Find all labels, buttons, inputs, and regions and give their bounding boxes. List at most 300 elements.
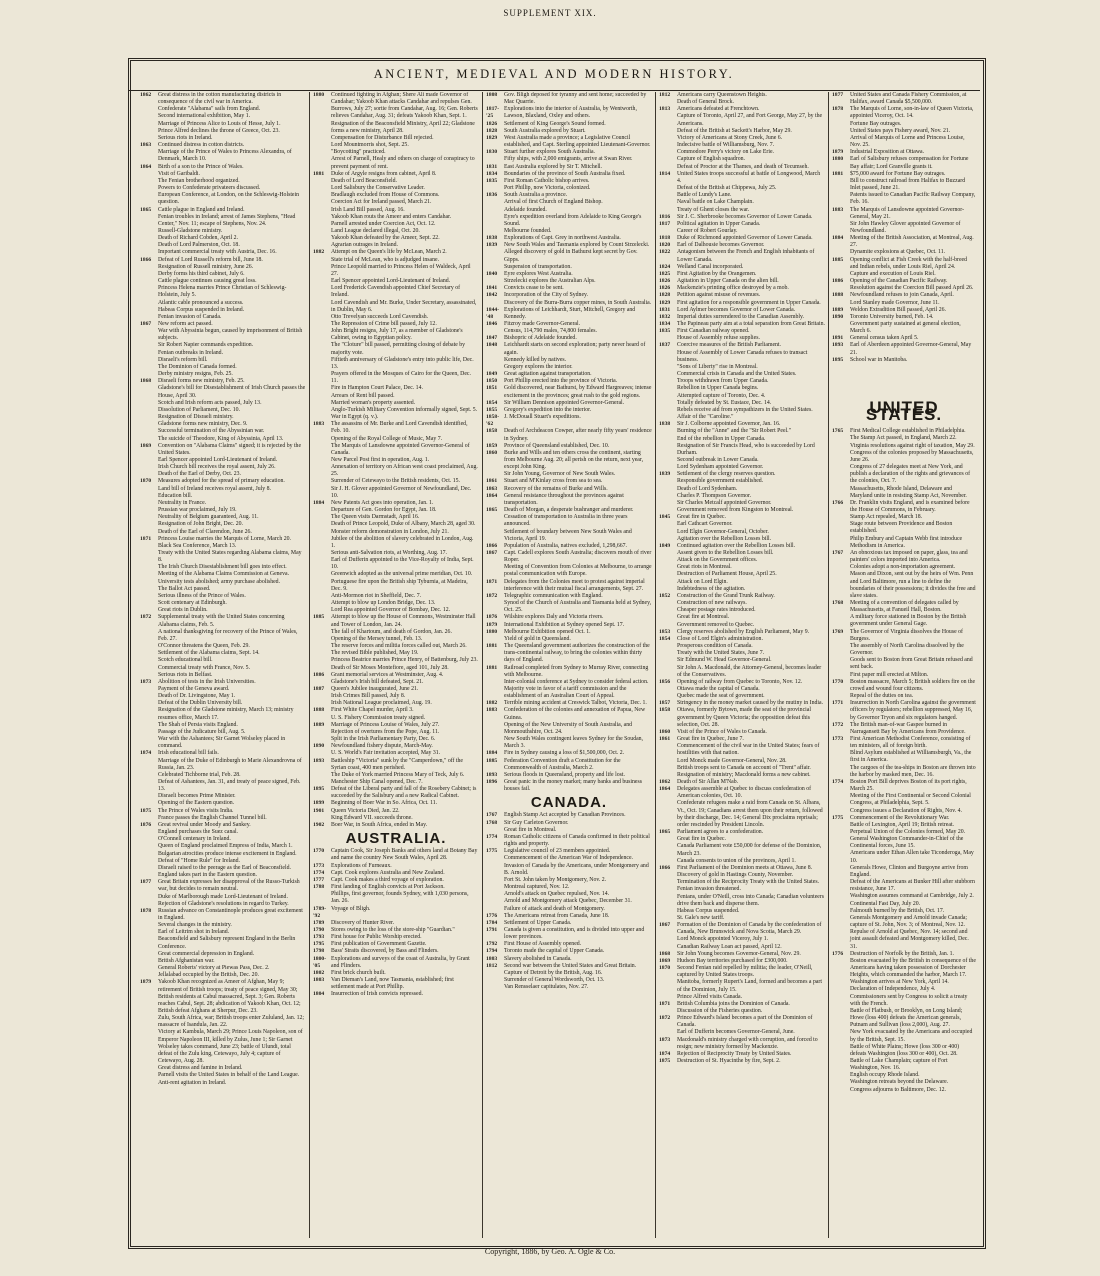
entry-year: [140, 364, 158, 371]
entry-year: 1872: [659, 1015, 671, 1022]
history-entry: [832, 793, 976, 807]
history-entry: [313, 743, 479, 750]
history-entry: [313, 478, 479, 485]
entry-text: Inter-colonial conference at Sydney to consider federal action.: [504, 678, 649, 685]
entry-year: 1867: [659, 922, 671, 929]
history-entry: [659, 292, 825, 299]
entry-text: Defeat of the Liberal party and fall of the Rosebery Cabinet; is succeeded by the Salisbury and a new Radical Cabinet.: [331, 786, 477, 800]
entry-year: [486, 199, 504, 206]
entry-year: [659, 113, 677, 127]
entry-text: Sir William Dennison appointed Governor-General.: [504, 399, 625, 406]
entry-text: First publication of Government Gazette.: [331, 941, 427, 948]
history-entry: [140, 808, 306, 815]
entry-year: [140, 214, 158, 228]
history-entry: [832, 657, 976, 671]
entry-year: 1791: [486, 926, 498, 933]
entry-text: Stage route between Providence and Boston established.: [850, 521, 953, 535]
entry-text: Irish National League proclaimed, Aug. 19.: [331, 700, 432, 707]
entry-text: Settlement of the Alabama claims, Sept. 14.: [158, 650, 260, 657]
history-entry: [313, 171, 479, 178]
entry-year: 1836: [486, 192, 498, 199]
entry-text: Meeting of Convention from Colonies at Melbourne, to arrange postal communication with Europe.: [504, 564, 652, 578]
entry-year: 1854: [486, 399, 498, 406]
entry-text: Discovery of gold in Hastings County, November.: [677, 872, 794, 879]
column-divider: [309, 92, 310, 1238]
entry-year: [140, 686, 158, 693]
entry-year: 1887: [313, 685, 325, 692]
entry-text: Canadian Railway Loan act passed, April 12.: [677, 943, 782, 950]
entry-text: Virginia resolutions against right of taxation, May 29.: [850, 442, 975, 449]
entry-year: 1871: [140, 535, 152, 542]
history-entry: [832, 178, 976, 192]
entry-year: 1857: [659, 700, 671, 707]
history-entry: [659, 643, 825, 650]
entry-year: [140, 421, 158, 428]
entry-year: [140, 278, 158, 285]
history-entry: [486, 963, 652, 970]
history-entry: [313, 636, 479, 643]
entry-text: Death of Sir Moses Montefiore, aged 101, July 28.: [331, 664, 449, 671]
entry-text: Industrial Exposition at Ottawa.: [850, 149, 925, 156]
entry-year: [659, 915, 677, 922]
history-entry: [486, 636, 652, 643]
entry-year: [313, 643, 331, 650]
entry-text: Defeat of Ashantees, Jan. 31, and treaty of peace signed, Feb. 13.: [158, 779, 301, 793]
entry-year: [832, 1058, 850, 1072]
history-entry: [140, 650, 306, 657]
column-divider: [828, 92, 829, 1238]
entry-year: 1869: [140, 442, 152, 449]
history-entry: [832, 314, 976, 321]
entry-year: [832, 958, 850, 979]
entry-text: Newfoundland fishery dispute, March-May.: [331, 743, 433, 750]
entry-year: 1882: [486, 700, 498, 707]
entry-year: [832, 249, 850, 256]
entry-year: [832, 865, 850, 879]
history-entry: [486, 156, 652, 163]
entry-year: [832, 908, 850, 915]
history-entry: [832, 700, 976, 721]
history-entry: [659, 400, 825, 407]
entry-year: [140, 529, 158, 536]
col3-list: [486, 92, 652, 793]
entry-year: [313, 407, 331, 414]
entry-text: O'Connell centenary in Ireland.: [158, 836, 231, 843]
entry-year: [832, 793, 850, 807]
entry-year: [140, 121, 158, 128]
entry-text: Recovery of the remains of Burke and Wills.: [504, 485, 608, 492]
entry-year: 1878: [832, 106, 844, 113]
entry-text: Meeting of a convention of delegates called by Massachusetts, at Fanueil Hall, Boston.: [850, 600, 959, 614]
entry-text: Canada is given a constitution, and is divided into upper and lower provinces.: [504, 926, 645, 941]
history-entry: [140, 593, 306, 600]
entry-year: [313, 228, 331, 235]
entry-year: [832, 893, 850, 900]
entry-year: [832, 614, 850, 628]
entry-year: 1775: [832, 814, 844, 821]
entry-year: [140, 872, 158, 879]
history-entry: [659, 264, 825, 271]
history-entry: [486, 679, 652, 686]
entry-text: John Bright resigns, July 17, as a member of Gladstone's Cabinet, owing to Egyptian policy.: [331, 328, 463, 342]
entry-year: 1795: [313, 941, 325, 948]
history-entry: [486, 722, 652, 736]
entry-year: 1881: [832, 170, 844, 177]
entry-text: Slavery abolished in Canada.: [504, 955, 572, 962]
entry-year: 1814: [659, 170, 671, 177]
entry-text: Several changes in the ministry.: [158, 922, 232, 929]
entry-year: 1841: [486, 285, 498, 292]
entry-year: [659, 1029, 677, 1036]
entry-text: Rejection of Reciprocity Treaty by United States.: [677, 1050, 792, 1057]
entry-text: First Agitation by the Orangemen.: [677, 270, 757, 277]
entry-text: Death of Dr. Livingstone, May 1.: [158, 693, 236, 700]
entry-year: [832, 1008, 850, 1029]
history-entry: [659, 128, 825, 135]
entry-year: 1839: [659, 471, 671, 478]
history-entry: [313, 700, 479, 707]
entry-year: [140, 929, 158, 936]
entry-year: [659, 571, 677, 578]
entry-text: Defeat of the Dublin University bill.: [158, 700, 243, 707]
entry-year: [659, 944, 677, 951]
entry-year: [659, 622, 677, 629]
page-title: ANCIENT, MEDIEVAL AND MODERN HISTORY.: [373, 66, 735, 81]
history-entry: [140, 822, 306, 829]
entry-year: [313, 178, 331, 185]
entry-year: [140, 650, 158, 657]
entry-year: [659, 586, 677, 593]
entry-year: [313, 729, 331, 736]
entry-text: Settlement of the clergy reserves question.: [677, 471, 776, 478]
entry-text: Affair of the "Caroline.": [677, 414, 734, 421]
entry-year: [140, 385, 158, 399]
history-entry: [659, 393, 825, 400]
entry-text: Great fire in Quebec.: [677, 514, 726, 521]
entry-year: [659, 765, 677, 772]
entry-text: Mackenzie's printing office destroyed by a mob.: [677, 285, 789, 292]
entry-year: 1893: [486, 771, 498, 778]
history-entry: [659, 679, 825, 686]
entry-text: Lord Monck made Governor-General, Nov. 28.: [677, 757, 787, 764]
history-entry: [140, 571, 306, 578]
entry-text: Sir J. Colborne appointed Governor, Jan. 16.: [677, 421, 781, 428]
entry-text: Battleship "Victoria" sunk by the "Camperdown," off the Syrian coast, 400 men perished.: [331, 757, 464, 771]
entry-year: 1864: [140, 163, 152, 170]
entry-text: Government removed from Kingston to Montreal.: [677, 507, 794, 514]
entry-text: Disraeli raised to the peerage as the Earl of Beaconsfield.: [158, 864, 291, 871]
entry-year: 1765: [832, 428, 844, 435]
history-entry: [486, 443, 652, 450]
entry-text: Commercial treaty with France, Nov. 5.: [158, 664, 251, 671]
entry-year: 1896: [486, 779, 498, 785]
entry-text: Weldon Extradition Bill passed, April 26.: [850, 306, 946, 313]
history-entry: [313, 672, 479, 679]
history-entry: [486, 984, 652, 991]
history-entry: [486, 135, 652, 149]
entry-text: Disraeli forms new ministry, Feb. 25.: [158, 378, 245, 385]
entry-text: Bill to construct railroad from Halifax to Buzzard Inlet passed, June 21.: [850, 177, 966, 192]
entry-year: 1863: [140, 142, 152, 149]
history-entry: [659, 529, 825, 536]
history-entry: [659, 729, 825, 736]
entry-year: [313, 772, 331, 779]
entry-text: Powers to Confederate privateers discussed.: [158, 185, 261, 192]
entry-year: [313, 214, 331, 221]
entry-text: Dynamite explosions at Quebec, Oct. 11.: [850, 249, 946, 256]
history-entry: [313, 121, 479, 135]
column-2: [313, 92, 479, 1238]
history-entry: [486, 543, 652, 550]
entry-year: 1804: [313, 991, 325, 998]
history-entry: [486, 207, 652, 214]
entry-year: [659, 579, 677, 586]
entry-year: [140, 1015, 158, 1029]
col1-list: [140, 92, 306, 1087]
entry-text: Defeat of the Americans at Bunker Hill after stubborn resistance, June 17.: [850, 879, 975, 893]
entry-text: Rebellion in Upper Canada begins.: [677, 385, 759, 392]
entry-text: Generals Montgomery and Arnold invade Canada; capture of St. John, Nov. 3; of Montreal, Nov. 12. Repulse of Arnold at Quebec, Nov. 14; second and joint assault defeated and Montgomery killed, Dec. 31.: [850, 914, 969, 950]
entry-year: [313, 221, 331, 228]
entry-year: 1885: [486, 757, 498, 764]
entry-year: [313, 464, 331, 478]
entry-text: Land League declared illegal, Oct. 20.: [331, 227, 420, 234]
entry-text: Census, 114,790 males, 74,800 females.: [504, 328, 598, 335]
entry-text: First house for Public Worship erected.: [331, 934, 422, 941]
history-entry: [140, 529, 306, 536]
entry-text: Coercive measures of the British Parliament.: [677, 342, 781, 349]
entry-text: Lord Mountmorris shot, Sept. 25.: [331, 142, 409, 149]
history-entry: [832, 865, 976, 879]
entry-text: Congress issues a Declaration of Rights, Nov. 4.: [850, 807, 963, 814]
history-entry: [832, 321, 976, 335]
entry-text: Population of Australia, natives excluded, 1,298,667.: [504, 542, 628, 549]
entry-year: [659, 407, 677, 414]
entry-year: [659, 164, 677, 171]
history-entry: [659, 886, 825, 893]
history-entry: [140, 178, 306, 185]
history-entry: [486, 906, 652, 913]
column-4: [659, 92, 825, 1238]
entry-text: Earl of Dufferin appointed to the Vice-Royalty of India, Sept. 10.: [331, 557, 474, 571]
history-entry: [486, 278, 652, 285]
entry-text: Cessation of transportation to Australia in three years announced.: [504, 514, 628, 528]
entry-year: 1866: [486, 542, 498, 549]
entry-text: The Americans retreat from Canada, June 18.: [504, 912, 610, 919]
entry-year: [659, 400, 677, 407]
entry-year: [659, 199, 677, 206]
entry-year: 1889: [313, 721, 325, 728]
entry-year: [140, 922, 158, 929]
history-entry: [140, 772, 306, 779]
history-entry: [486, 579, 652, 593]
entry-year: [140, 894, 158, 901]
entry-text: Railroad completed from Sydney to Murray River, connecting with Melbourne.: [504, 664, 649, 678]
entry-text: Great Britain expresses her disapproval of the Russo-Turkish war, but decides to remain neutral.: [158, 879, 300, 893]
history-entry: [486, 214, 652, 228]
entry-year: 1768: [486, 819, 498, 826]
history-entry: [486, 199, 652, 206]
history-entry: [313, 891, 479, 905]
entry-text: East Australia explored by Sir T. Mitchell.: [504, 163, 602, 170]
entry-text: Supplemental treaty with the United States concerning Alabama claims, Feb. 5.: [158, 614, 285, 628]
history-entry: [140, 128, 306, 135]
history-entry: [659, 994, 825, 1001]
history-entry: [832, 536, 976, 550]
entry-text: Arrears of Rent bill passed.: [331, 392, 395, 399]
entry-text: Great fire in Quebec, June 7.: [677, 736, 744, 743]
entry-text: Alleged discovery of gold in Bathurst kept secret by Gov. Gipps.: [504, 249, 638, 263]
entry-text: Washington assumes command at Cambridge, July 2.: [850, 893, 974, 900]
entry-year: [659, 185, 677, 192]
entry-text: Americans defeated at Frenchtown.: [677, 106, 760, 113]
history-entry: [140, 106, 306, 113]
entry-text: Resignation of Russell ministry, June 26.: [158, 263, 254, 270]
history-entry: [313, 357, 479, 371]
entry-text: The Marquis of Lorne, son-in-law of Queen Victoria, appointed Viceroy, Oct. 14.: [850, 106, 974, 120]
entry-year: 1803: [313, 977, 325, 984]
entry-text: Death of Archdeacon Cowper, after nearly fifty years' residence in Sydney.: [504, 428, 652, 442]
entry-text: Boundaries of the province of South Australia fixed.: [504, 170, 626, 177]
entry-text: Meeting of the Alabama Claims Commission at Geneva.: [158, 571, 290, 578]
history-entry: [659, 164, 825, 171]
entry-text: Arrival of first Church of England Bishop.: [504, 199, 603, 206]
history-entry: [832, 450, 976, 464]
entry-year: [140, 829, 158, 836]
entry-text: Dissolution of Parliament, Dec. 10.: [158, 406, 240, 413]
entry-text: Boston Port Bill deprives Boston of its port rights, March 25.: [850, 778, 967, 793]
history-entry: [486, 249, 652, 263]
entry-text: Agitation over the Rebellion Losses bill.: [677, 535, 772, 542]
history-entry: [486, 292, 652, 299]
entry-year: 1826: [659, 278, 671, 285]
history-entry: [832, 736, 976, 750]
entry-text: Capt. Cadell explores South Australia; discovers mouth of river Roper.: [504, 550, 652, 564]
col2-list: [313, 92, 479, 829]
entry-text: Sir John Young becomes Governor-General, Nov. 29.: [677, 950, 801, 957]
entry-text: Bradlaugh excluded from House of Commons.: [331, 192, 440, 199]
history-entry: [832, 121, 976, 128]
entry-text: Close of Lord Elgin's administration.: [677, 635, 763, 642]
history-entry: [659, 979, 825, 993]
history-entry: [486, 92, 652, 106]
entry-year: 1867: [140, 321, 152, 327]
entry-year: [140, 550, 158, 564]
entry-text: English Stamp Act accepted by Canadian Provinces.: [504, 812, 626, 819]
entry-year: [832, 750, 850, 764]
history-entry: [832, 679, 976, 693]
entry-text: Sir Robert Napier commands expedition.: [158, 342, 254, 349]
entry-year: [140, 314, 158, 321]
history-entry: [486, 629, 652, 636]
entry-year: [486, 679, 504, 686]
entry-text: Incorporation of the City of Sydney.: [504, 292, 588, 299]
history-entry: [486, 913, 652, 920]
entry-year: [313, 693, 331, 700]
entry-year: [140, 643, 158, 650]
entry-text: Attempt to blow up the House of Commons, Westminster Hall and Tower of London, Jan. 24.: [331, 614, 476, 628]
entry-text: Fenian outbreaks in Ireland.: [158, 349, 224, 356]
history-entry: [140, 672, 306, 679]
history-entry: [659, 958, 825, 965]
entry-year: [486, 977, 504, 984]
history-entry: [486, 956, 652, 963]
entry-year: [832, 1072, 850, 1079]
column-divider: [655, 92, 656, 1238]
history-entry: [832, 722, 976, 736]
entry-year: [313, 657, 331, 664]
entry-year: [659, 550, 677, 557]
entry-year: [486, 185, 504, 192]
entry-text: Patents issued to Canadian Pacific Railway Company, Feb. 16.: [850, 192, 976, 206]
entry-text: Princess Louise marries the Marquis of Lorne, March 20.: [158, 535, 291, 542]
entry-year: [140, 128, 158, 135]
history-entry: [486, 450, 652, 471]
history-entry: [832, 500, 976, 514]
history-entry: [140, 385, 306, 399]
entry-year: 1851: [486, 385, 498, 392]
history-entry: [140, 536, 306, 543]
history-entry: [832, 156, 976, 170]
history-entry: [832, 307, 976, 314]
entry-text: War in Egypt (q. v.).: [331, 414, 379, 421]
history-entry: [140, 951, 306, 958]
entry-year: [313, 414, 331, 421]
entry-year: [140, 700, 158, 707]
history-entry: [313, 400, 479, 407]
entry-text: Monster reform demonstration in London, July 21.: [331, 528, 449, 535]
history-entry: [659, 858, 825, 865]
entry-text: Formation of the Dominion of Canada by the confederation of Canada, New Brunswick and Nova Scotia, March 29.: [677, 922, 822, 936]
entry-year: [832, 1079, 850, 1086]
entry-year: 1794: [486, 948, 498, 955]
history-entry: [140, 171, 306, 178]
entry-year: 1866: [659, 864, 671, 871]
entry-text: Great riots in Dublin.: [158, 607, 208, 614]
entry-text: Second Fenian raid repelled by militia; the leader, O'Neill, captured by United States troops.: [677, 965, 813, 979]
entry-text: Fire in Sydney causing a loss of $1,500,000, Oct. 2.: [504, 750, 625, 757]
entry-text: Construction of the Grand Trunk Railway.: [677, 592, 775, 599]
entry-year: 1876: [140, 821, 152, 828]
history-entry: [313, 722, 479, 729]
entry-text: Washington arrives at New York, April 14.: [850, 979, 949, 986]
entry-year: [313, 636, 331, 643]
entry-year: 1776: [486, 912, 498, 919]
history-entry: [140, 665, 306, 672]
history-entry: [486, 364, 652, 371]
entry-year: [313, 436, 331, 443]
entry-year: [486, 736, 504, 750]
entry-year: [140, 171, 158, 178]
entry-year: [140, 300, 158, 307]
history-entry: [140, 657, 306, 664]
entry-text: General census taken April 5.: [850, 335, 919, 342]
entry-year: [140, 858, 158, 865]
entry-text: Sir J. C. Sherbrooke becomes Governor of Lower Canada.: [677, 213, 813, 220]
entry-text: Sir John A. Macdonald, the Attorney-General, becomes leader of the Conservatives.: [677, 664, 822, 678]
history-entry: [659, 843, 825, 857]
history-entry: [313, 436, 479, 443]
entry-text: Commissioners sent by Congress to solicit a treaty with the French.: [850, 993, 968, 1007]
history-entry: [486, 171, 652, 178]
entry-year: 1890: [313, 743, 325, 750]
entry-text: Gregory explores the interior.: [504, 363, 573, 370]
entry-year: [832, 901, 850, 908]
history-entry: [140, 958, 306, 965]
history-entry: [659, 758, 825, 765]
history-entry: [486, 307, 652, 321]
entry-text: The Prince of Wales visits India.: [158, 807, 234, 814]
